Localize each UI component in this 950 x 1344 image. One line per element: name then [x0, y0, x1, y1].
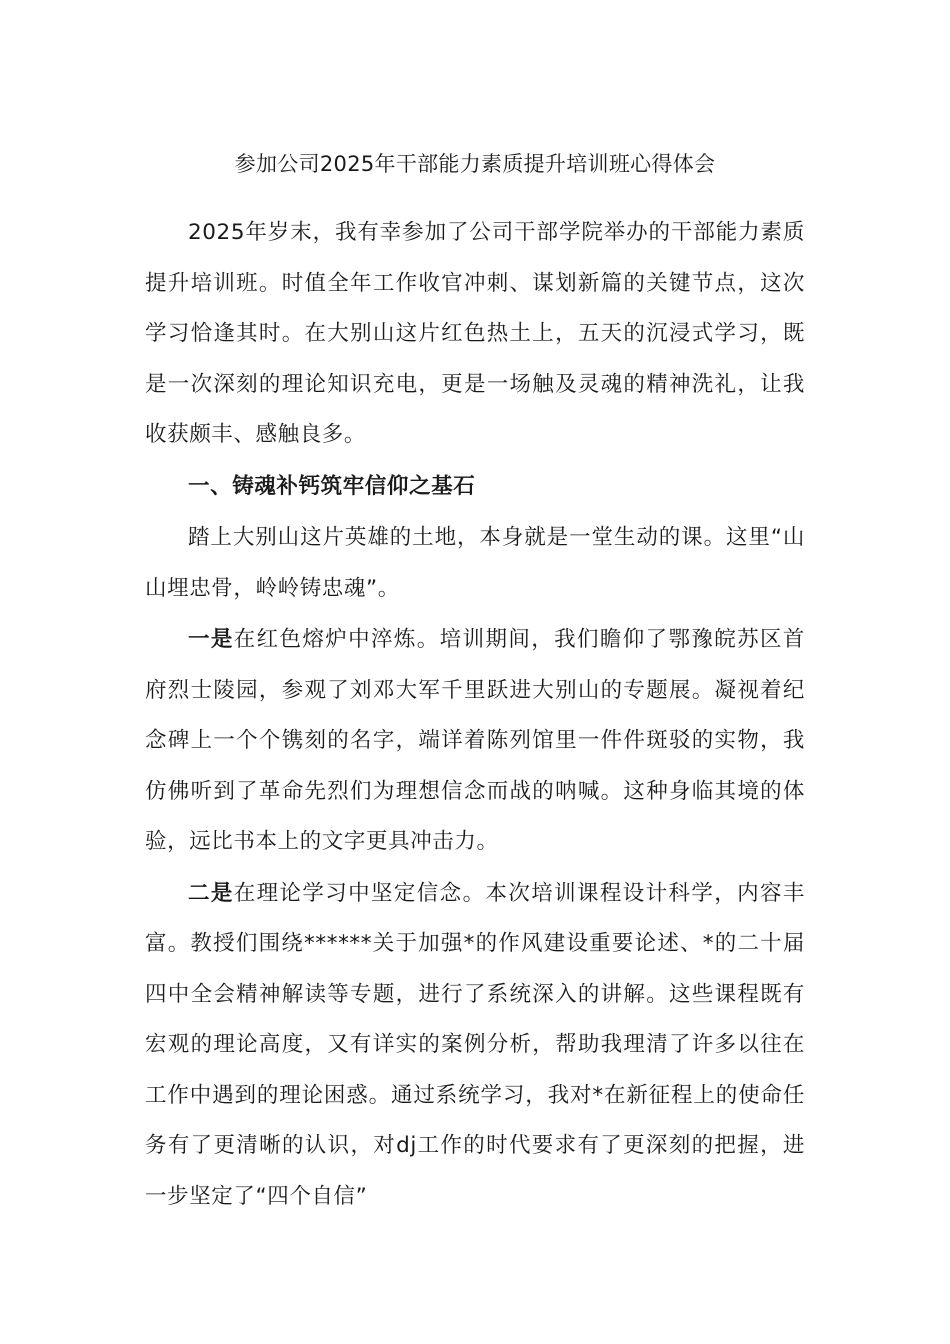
point-one-text: 在红色熔炉中淬炼。培训期间，我们瞻仰了鄂豫皖苏区首府烈士陵园，参观了刘邓大军千里跃进大别山的专题展。凝视着纪念碑上一个个镌刻的名字，端详着陈列馆里一件件斑驳的实物，我仿佛听到了革命先烈们为理想信念而战的呐喊。这种身临其境的体验，远比书本上的文字更具冲击力。: [145, 627, 805, 854]
point-one-lead: 一是: [188, 627, 234, 652]
document-title: 参加公司2025年干部能力素质提升培训班心得体会: [234, 152, 716, 176]
document-body: [145, 208, 805, 1223]
intro-paragraph: 2025年岁末，我有幸参加了公司干部学院举办的干部能力素质提升培训班。时值全年工作收官冲刺、谋划新篇的关键节点，这次学习恰逢其时。在大别山这片红色热土上，五天的沉浸式学习，既是一次深刻的理论知识充电，更是一场触及灵魂的精神洗礼，让我收获颇丰、感触良多。: [145, 220, 805, 447]
point-one-paragraph: [145, 615, 805, 868]
point-two-text: 在理论学习中坚定信念。本次培训课程设计科学，内容丰富。教授们围绕******关于加强*的作风建设重要论述、*的二十届四中全会精神解读等专题，进行了系统深入的讲解。这些课程既有宏观的理论高度，又有详实的案例分析，帮助我理清了许多以往在工作中遇到的理论困惑。通过系统学习，我对*在新征程上的使命任务有了更清晰的认识，对dj工作的时代要求有了更深刻的把握，进一步坚定了“四个自信”: [145, 880, 805, 1209]
point-two-paragraph: [145, 869, 805, 1223]
section-heading-1: 一、铸魂补钙筑牢信仰之基石: [188, 473, 476, 499]
point-two-lead: 二是: [188, 880, 234, 906]
section-1-paragraph: 踏上大别山这片英雄的土地，本身就是一堂生动的课。这里“山山埋忠骨，岭岭铸忠魂”。: [145, 525, 805, 601]
